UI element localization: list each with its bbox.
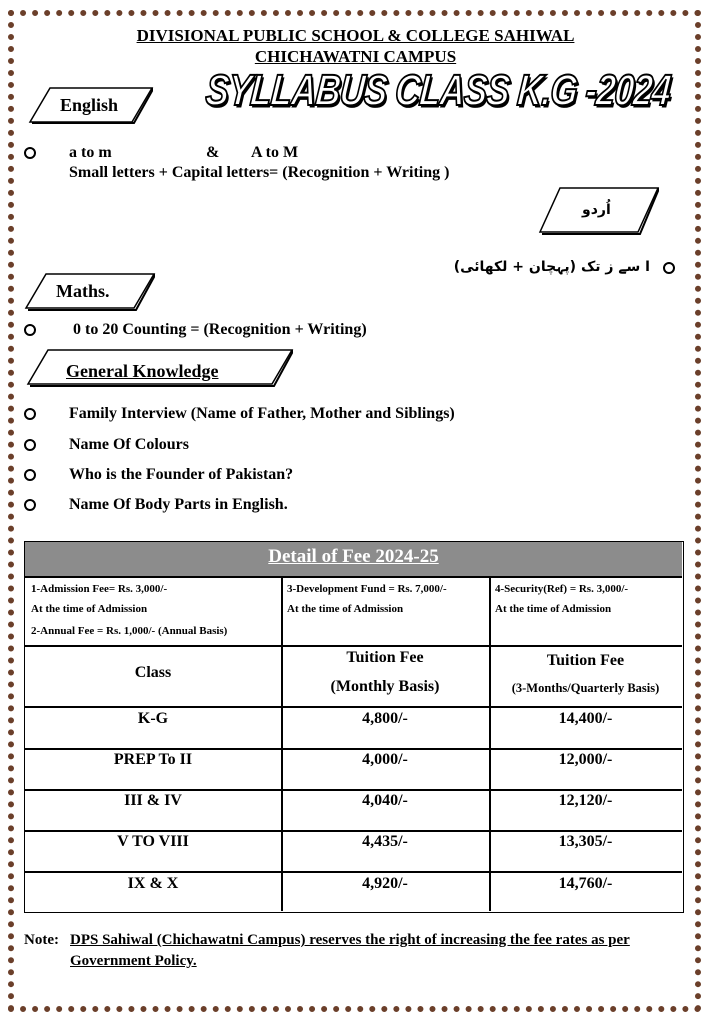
- maths-tab: [24, 272, 156, 312]
- table-rule: [25, 789, 682, 791]
- syllabus-banner: SYLLABUS CLASS K.G -2024: [203, 66, 673, 115]
- row-quarterly: 12,000/-: [558, 751, 613, 768]
- row-monthly: 4,000/-: [362, 751, 408, 768]
- campus-name: CHICHAWATNI CAMPUS: [254, 47, 457, 66]
- urdu-title: اُردو: [582, 202, 611, 218]
- row-quarterly: 14,400/-: [558, 710, 613, 727]
- annual-fee: 2-Annual Fee = Rs. 1,000/- (Annual Basis): [31, 625, 228, 637]
- school-name: DIVISIONAL PUBLIC SCHOOL & COLLEGE SAHIWAL: [136, 26, 575, 45]
- row-class: III & IV: [124, 792, 182, 809]
- table-rule: [25, 748, 682, 750]
- english-item-amp: &: [206, 144, 220, 161]
- note-line-2: Government Policy.: [70, 953, 197, 969]
- table-rule: [25, 830, 682, 832]
- maths-item: 0 to 20 Counting = (Recognition + Writing): [73, 321, 367, 338]
- urdu-item: ا سے ز تک (پہچان + لکھائی): [453, 259, 650, 275]
- col-header-monthly-basis: (Monthly Basis): [330, 678, 440, 695]
- bullet-icon: [24, 408, 36, 420]
- gk-item: Who is the Founder of Pakistan?: [69, 466, 294, 483]
- bullet-icon: [24, 439, 36, 451]
- table-divider: [281, 576, 283, 911]
- bullet-icon: [663, 262, 675, 274]
- bullet-icon: [24, 499, 36, 511]
- row-monthly: 4,920/-: [362, 875, 408, 892]
- note-line-1: DPS Sahiwal (Chichawatni Campus) reserves the right of increasing the fee rates as per: [70, 932, 630, 948]
- table-rule: [25, 645, 682, 647]
- col-header-quarterly: Tuition Fee: [546, 652, 625, 669]
- row-class: K-G: [137, 710, 169, 727]
- gk-title: General Knowledge: [66, 361, 219, 381]
- row-quarterly: 13,305/-: [558, 833, 613, 850]
- bullet-icon: [24, 324, 36, 336]
- row-monthly: 4,040/-: [362, 792, 408, 809]
- admission-time: At the time of Admission: [31, 603, 148, 615]
- table-divider: [489, 576, 491, 911]
- english-item-lower: a to m: [69, 144, 112, 161]
- row-monthly: 4,435/-: [362, 833, 408, 850]
- note-label: Note:: [24, 932, 59, 948]
- fee-table-title: [25, 542, 682, 576]
- english-title: English: [60, 95, 119, 115]
- english-item-upper: A to M: [251, 144, 299, 161]
- row-class: V TO VIII: [117, 833, 189, 850]
- fee-title-text: Detail of Fee 2024-25: [268, 546, 439, 567]
- urdu-tab: [538, 186, 660, 236]
- col-header-quarterly-basis: (3-Months/Quarterly Basis): [511, 681, 660, 695]
- admission-fee: 1-Admission Fee= Rs. 3,000/-: [31, 583, 168, 595]
- row-class: IX & X: [127, 875, 179, 892]
- row-quarterly: 14,760/-: [558, 875, 613, 892]
- bullet-icon: [24, 469, 36, 481]
- row-quarterly: 12,120/-: [558, 792, 613, 809]
- development-time: At the time of Admission: [287, 603, 404, 615]
- table-rule: [25, 576, 682, 578]
- gk-item: Family Interview (Name of Father, Mother and Siblings): [69, 405, 455, 422]
- english-item-desc: Small letters + Capital letters= (Recognition + Writing ): [69, 164, 450, 181]
- fee-table: [24, 541, 684, 913]
- maths-title: Maths.: [56, 281, 110, 301]
- row-monthly: 4,800/-: [362, 710, 408, 727]
- gk-item: Name Of Colours: [69, 436, 189, 453]
- security-fee: 4-Security(Ref) = Rs. 3,000/-: [495, 583, 629, 595]
- gk-item: Name Of Body Parts in English.: [69, 496, 288, 513]
- col-header-monthly: Tuition Fee: [346, 649, 424, 666]
- table-rule: [25, 871, 682, 873]
- col-header-class: Class: [134, 664, 172, 681]
- row-class: PREP To II: [113, 751, 193, 768]
- english-tab: [28, 86, 154, 124]
- bullet-icon: [24, 147, 36, 159]
- table-rule: [25, 706, 682, 708]
- gk-tab: [26, 348, 294, 388]
- security-time: At the time of Admission: [495, 603, 612, 615]
- development-fund: 3-Development Fund = Rs. 7,000/-: [287, 583, 447, 595]
